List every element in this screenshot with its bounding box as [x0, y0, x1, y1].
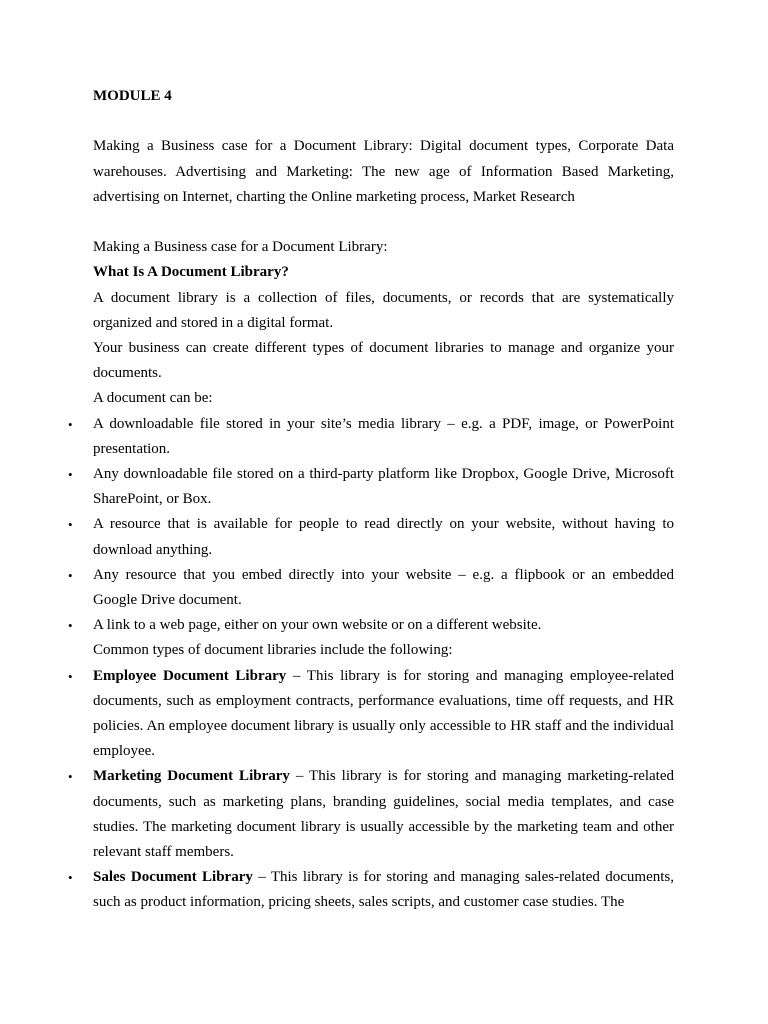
bullet-icon: • — [68, 618, 73, 634]
list-item — [68, 865, 674, 915]
library-type-name: Marketing Document Library — [93, 768, 290, 785]
syllabus-paragraph: Making a Business case for a Document Library: Digital document types, Corporate Data warehouses. Advertising and Marketing: The new age of Information Based Marketing, advertising on Internet, charting the Online marketing process, Market Research — [93, 138, 674, 205]
library-type-description: – This library is for storing and managing sales-related documents, such as product information, pricing sheets, sales scripts, and customer case studies. The — [93, 869, 674, 911]
bullet-icon: • — [68, 416, 73, 432]
library-type-name: Employee Document Library — [93, 667, 287, 684]
section-intro: Making a Business case for a Document Library: — [93, 239, 388, 256]
bullet-icon: • — [68, 769, 73, 785]
list-item — [68, 462, 674, 512]
library-type-name: Sales Document Library — [93, 869, 253, 886]
list-item — [68, 764, 674, 865]
list-item-text: Any resource that you embed directly into your website – e.g. a flipbook or an embedded Google Drive document. — [93, 566, 674, 609]
list-item-text: Any downloadable file stored on a third-party platform like Dropbox, Google Drive, Microsoft SharePoint, or Box. — [93, 466, 674, 508]
spacer — [93, 109, 674, 134]
list-item-text: A link to a web page, either on your own website or on a different website. — [93, 617, 542, 634]
list-item — [68, 664, 674, 765]
list-item-text: A resource that is available for people to read directly on your website, without having to download anything. — [93, 516, 674, 558]
list-item — [68, 512, 674, 562]
list-item — [68, 563, 674, 613]
list-item — [68, 412, 674, 462]
common-types-intro: Common types of document libraries include the following: — [93, 642, 453, 659]
spacer — [93, 210, 674, 235]
document-page — [68, 84, 674, 916]
bullet-icon: • — [68, 467, 73, 483]
document-can-be-paragraph: A document can be: — [93, 390, 213, 407]
business-types-paragraph: Your business can create different types of document libraries to manage and organize your documents. — [93, 340, 674, 382]
library-type-description: – This library is for storing and managing marketing-related documents, such as marketing plans, branding guidelines, social media templates, and case studies. The marketing document library is usually accessible by the marketing team and other relevant staff members. — [93, 768, 674, 861]
module-title: MODULE 4 — [93, 88, 172, 104]
bullet-icon: • — [68, 517, 73, 533]
bullet-icon: • — [68, 870, 73, 886]
section-heading: What Is A Document Library? — [93, 264, 289, 281]
library-types-list — [68, 664, 674, 916]
document-can-be-list — [68, 412, 674, 639]
bullet-icon: • — [68, 668, 73, 684]
definition-paragraph: A document library is a collection of files, documents, or records that are systematically organized and stored in a digital format. — [93, 289, 674, 331]
list-item-text: A downloadable file stored in your site’s media library – e.g. a PDF, image, or PowerPoint presentation. — [93, 415, 674, 457]
list-item — [68, 613, 674, 638]
library-type-description: – This library is for storing and managing employee-related documents, such as employment contracts, performance evaluations, time off requests, and HR policies. An employee document library is usually only accessible to HR staff and the individual employee. — [93, 667, 674, 760]
bullet-icon: • — [68, 567, 73, 583]
